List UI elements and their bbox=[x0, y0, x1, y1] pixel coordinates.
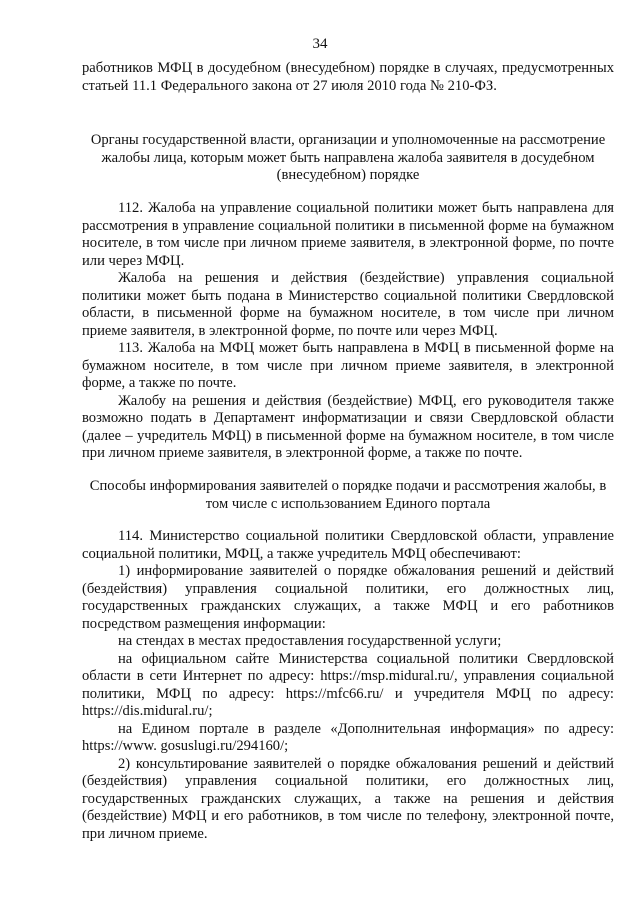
paragraph-112: 112. Жалоба на управление социальной политики может быть направлена для рассмотрения в управление социальной политики в письменной форме на бумажном носителе, в том числе при личном приеме заявителя, в электронной форме, по почте или через МФЦ. bbox=[82, 200, 614, 269]
intro-paragraph bbox=[82, 60, 614, 95]
paragraph-113-complaint: Жалобу на решения и действия (бездействие) МФЦ, его руководителя также возможно подать в Департамент информатизации и связи Свердловской области (далее – учредитель МФЦ) в письменной форме на бумажном носителе, в том числе при личном приеме заявителя, в электронной форме, а также по почте. bbox=[82, 392, 614, 461]
section2-body bbox=[82, 528, 614, 843]
section2-heading bbox=[82, 478, 614, 513]
section1-body bbox=[82, 200, 614, 463]
section2-heading-text: Способы информирования заявителей о порядке подачи и рассмотрения жалобы, в том числе с использованием Единого портала bbox=[89, 478, 607, 512]
section1-heading bbox=[82, 132, 614, 185]
paragraph-stands: на стендах в местах предоставления государственной услуги; bbox=[118, 633, 502, 649]
section1-heading-text: Органы государственной власти, организации и уполномоченные на рассмотрение жалобы лица, которым может быть направлена жалоба заявителя в досудебном (внесудебном) порядке bbox=[90, 132, 606, 183]
paragraph-114-item2: 2) консультирование заявителей о порядке обжалования решений и действий (бездействия) управления социальной политики, его должностных лиц, государственных гражданских служащих, а также на решения и действия (бездействие) МФЦ и его работников, в том числе по телефону, электронной почте, при личном приеме. bbox=[82, 755, 614, 842]
page-number: 34 bbox=[312, 36, 328, 52]
paragraph-114-item1: 1) информирование заявителей о порядке обжалования решений и действий (бездействия) управления социальной политики, его должностных лиц, государственных гражданских служащих, а также МФЦ и его работников посредством размещения информации: bbox=[82, 563, 614, 632]
paragraph-unified-portal: на Едином портале в разделе «Дополнительная информация» по адресу: https://www. gosuslugi.ru/294160/; bbox=[82, 720, 614, 754]
intro-text: работников МФЦ в досудебном (внесудебном) порядке в случаях, предусмотренных статьей 11.1 Федерального закона от 27 июля 2010 года № 210-ФЗ. bbox=[82, 60, 614, 94]
paragraph-112-complaint: Жалоба на решения и действия (бездействие) управления социальной политики может быть подана в Министерство социальной политики Свердловской области, в письменной форме на бумажном носителе, в том числе при личном приеме заявителя, в электронной форме, по почте или через МФЦ. bbox=[82, 270, 614, 339]
paragraph-113: 113. Жалоба на МФЦ может быть направлена в МФЦ в письменной форме на бумажном носителе, в том числе при личном приеме заявителя, в электронной форме, а также по почте. bbox=[82, 340, 614, 391]
paragraph-114: 114. Министерство социальной политики Свердловской области, управление социальной политики, МФЦ, а также учредитель МФЦ обеспечивают: bbox=[82, 528, 614, 562]
paragraph-official-site: на официальном сайте Министерства социальной политики Свердловской области в сети Интернет по адресу: https://msp.midural.ru/, управления социальной политики, МФЦ по адресу: https://mfc66.ru/ и учредителя МФЦ по адресу: https://dis.midural.ru/; bbox=[82, 650, 614, 719]
